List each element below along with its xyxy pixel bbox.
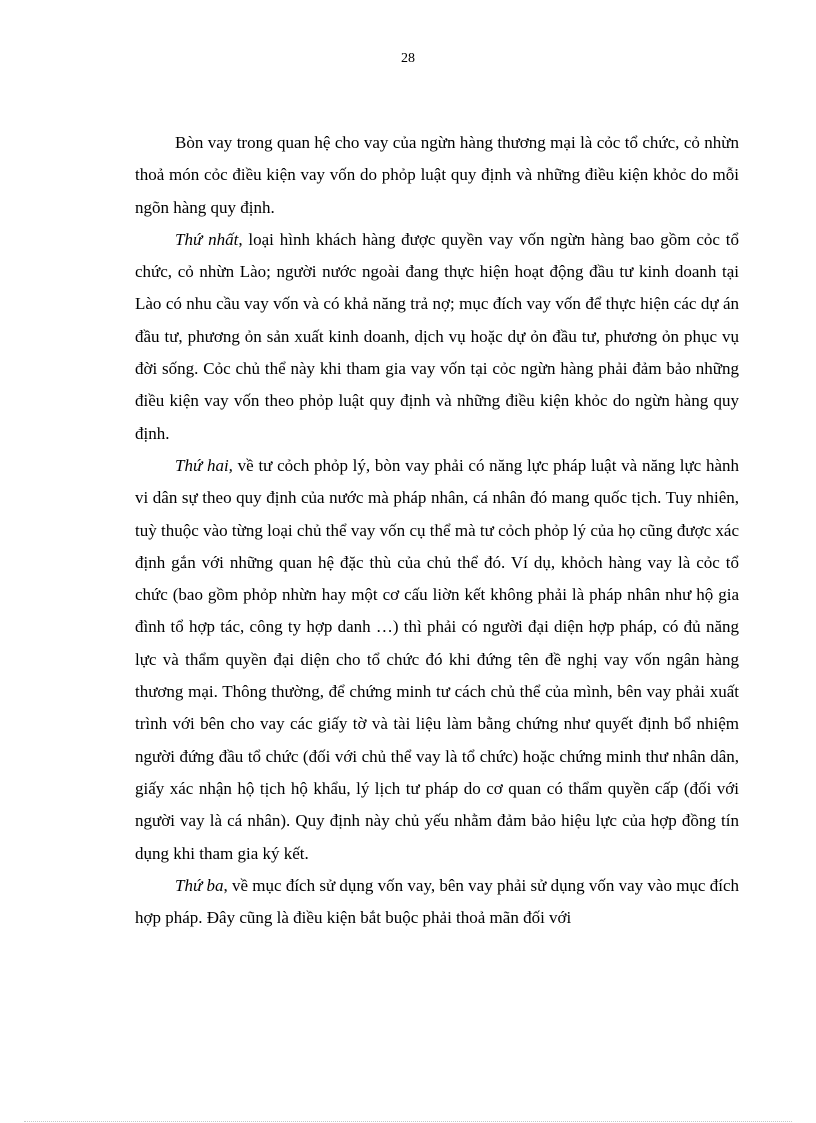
paragraph-text: , loại hình khách hàng được quyền vay vốn ngừn hàng bao gồm cỏc tổ chức, cỏ nhừn Lào; người nước ngoài đang thực hiện hoạt động đầu tư kinh doanh tại Lào có nhu cầu vay vốn và có khả năng trả nợ; mục đích vay vốn để thực hiện các dự án đầu tư, phương ỏn sản xuất kinh doanh, dịch vụ hoặc dự ỏn đầu tư, phương ỏn phục vụ đời sống. Cỏc chủ thể này khi tham gia vay vốn tại cỏc ngừn hàng phải đảm bảo những điều kiện vay vốn theo phỏp luật quy định và những điều kiện khỏc do ngừn hàng quy định. — [135, 229, 739, 443]
body-text — [135, 127, 739, 934]
paragraph-text: , về mục đích sử dụng vốn vay, bên vay phải sử dụng vốn vay vào mục đích hợp pháp. Đây cũng là điều kiện bắt buộc phải thoả mãn đối với — [135, 875, 739, 928]
paragraph-lead-italic: Thứ hai, — [175, 455, 233, 475]
page-border-line — [24, 1121, 792, 1122]
paragraph-second-condition — [135, 450, 739, 870]
paragraph-text: về tư cỏch phỏp lý, bòn vay phải có năng lực pháp luật và năng lực hành vi dân sự theo quy định của nước mà pháp nhân, cá nhân đó mang quốc tịch. Tuy nhiên, tuỳ thuộc vào từng loại chủ thể vay vốn cụ thể mà tư cỏch phỏp lý của họ cũng được xác định gắn với những quan hệ đặc thù của chủ thể đó. Ví dụ, khỏch hàng vay là cỏc tổ chức (bao gồm phỏp nhừn hay một cơ cấu liờn kết không phải là pháp nhân như hộ gia đình tổ hợp tác, công ty hợp danh …) thì phải có người đại diện hợp pháp, có đủ năng lực và thẩm quyền đại diện cho tổ chức đó khi đứng tên đề nghị vay vốn ngân hàng thương mại. Thông thường, để chứng minh tư cách chủ thể của mình, bên vay phải xuất trình với bên cho vay các giấy tờ và tài liệu làm bằng chứng như quyết định bổ nhiệm người đứng đầu tổ chức (đối với chủ thể vay là tổ chức) hoặc chứng minh thư nhân dân, giấy xác nhận hộ tịch hộ khẩu, lý lịch tư pháp do cơ quan có thẩm quyền cấp (đối với người vay là cá nhân). Quy định này chủ yếu nhằm đảm bảo hiệu lực của hợp đồng tín dụng khi tham gia ký kết. — [135, 455, 739, 863]
paragraph-borrower-definition — [135, 127, 739, 224]
paragraph-text: Bòn vay trong quan hệ cho vay của ngừn hàng thương mại là cỏc tổ chức, cỏ nhừn thoả món cỏc điều kiện vay vốn do phỏp luật quy định và những điều kiện khỏc do mỗi ngõn hàng quy định. — [135, 133, 739, 217]
paragraph-lead-italic: Thứ nhất — [175, 229, 239, 249]
page-number: 28 — [401, 51, 415, 66]
paragraph-third-condition — [135, 870, 739, 935]
paragraph-lead-italic: Thứ ba — [175, 875, 224, 895]
paragraph-first-condition — [135, 224, 739, 450]
